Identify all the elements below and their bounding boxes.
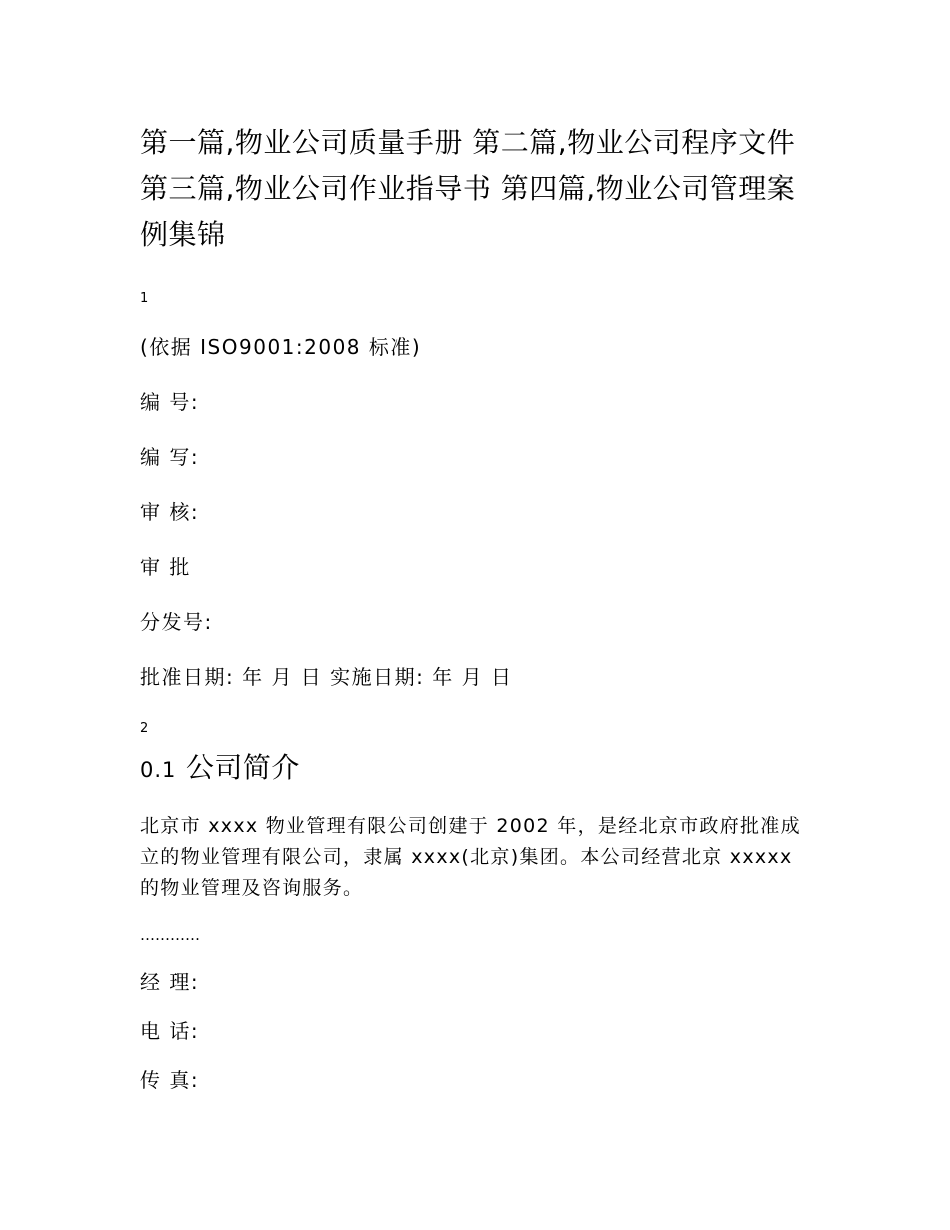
section-title: 公司简介 — [185, 751, 300, 784]
field-distribution: 分发号: — [140, 610, 213, 634]
section-heading — [140, 750, 820, 788]
field-review: 审 核: — [140, 500, 200, 524]
page-number: 2 — [140, 721, 149, 736]
field-author: 编 写: — [140, 445, 200, 469]
document-title: 第一篇,物业公司质量手册 第二篇,物业公司程序文件 第三篇,物业公司作业指导书 第四篇,物业公司管理案例集锦 — [140, 126, 796, 251]
document-page — [140, 120, 820, 1093]
company-intro-paragraph: 北京市 xxxx 物业管理有限公司创建于 2002 年，是经北京市政府批准成立的物业管理有限公司，隶属 xxxx(北京)集团。本公司经营北京 xxxxx 的物业管理及咨询服务。 — [140, 815, 801, 900]
field-number: 编 号: — [140, 390, 200, 414]
contact-phone: 电 话: — [140, 1019, 200, 1044]
contact-manager: 经 理: — [140, 970, 200, 995]
ellipsis: ………… — [140, 926, 200, 945]
section-number: 0.1 — [140, 758, 177, 782]
page-number: 1 — [140, 291, 149, 306]
field-approve: 审 批 — [140, 555, 191, 579]
field-dates: 批准日期: 年 月 日 实施日期: 年 月 日 — [140, 665, 513, 689]
contact-fax: 传 真: — [140, 1068, 200, 1093]
standard-basis: (依据 ISO9001:2008 标准) — [140, 335, 422, 359]
